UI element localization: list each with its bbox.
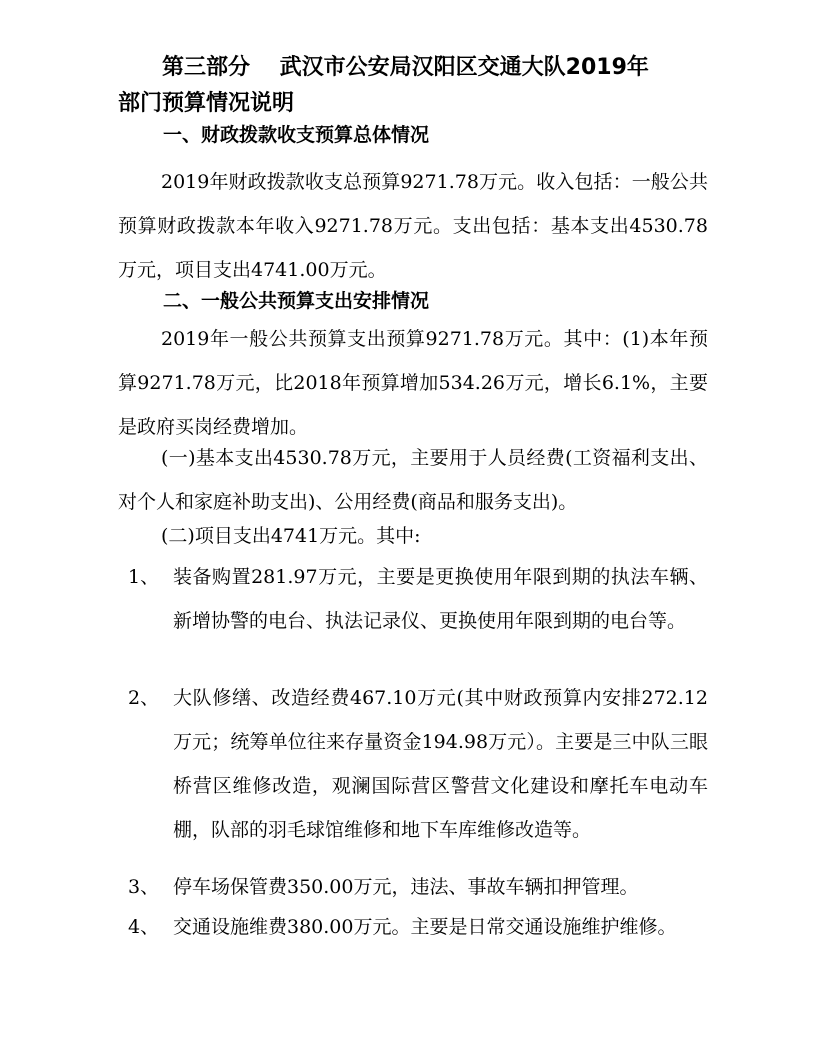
title-line-2: 部门预算情况说明 [118, 91, 295, 116]
list-item-number: 3、 [128, 876, 160, 898]
section-1-heading: 一、财政拨款收支预算总体情况 [163, 124, 430, 146]
list-item-number: 4、 [128, 916, 160, 938]
document-title [118, 50, 718, 122]
section-2-heading: 二、一般公共预算支出安排情况 [163, 290, 430, 312]
list-item-number: 2、 [128, 687, 160, 709]
section-2-paragraph: 2019年一般公共预算支出预算9271.78万元。其中：(1)本年预算9271.78万元，比2018年预算增加534.26万元，增长6.1%，主要是政府买岗经费增加。 [118, 328, 708, 438]
list-item-text: 装备购置281.97万元，主要是更换使用年限到期的执法车辆、新增协警的电台、执法记录仪、更换使用年限到期的电台等。 [173, 566, 708, 632]
list-item [118, 555, 708, 643]
list-item-text: 交通设施维费380.00万元。主要是日常交通设施维护维修。 [173, 916, 677, 938]
basic-expenditure-paragraph: (一)基本支出4530.78万元，主要用于人员经费(工资福利支出、对个人和家庭补助支出)、公用经费(商品和服务支出)。 [118, 447, 708, 513]
list-item [118, 676, 708, 852]
list-item-text: 大队修缮、改造经费467.10万元(其中财政预算内安排272.12万元；统筹单位往来存量资金194.98万元）。主要是三中队三眼桥营区维修改造，观澜国际营区警营文化建设和摩托车电动车棚，队部的羽毛球馆维修和地下车库维修改造等。 [173, 687, 708, 841]
project-expenditure-intro: (二)项目支出4741万元。其中: [161, 525, 421, 547]
list-item [118, 865, 708, 909]
list-item-text: 停车场保管费350.00万元，违法、事故车辆扣押管理。 [173, 876, 639, 898]
list-item [118, 905, 708, 949]
section-1-paragraph: 2019年财政拨款收支总预算9271.78万元。收入包括：一般公共预算财政拨款本年收入9271.78万元。支出包括：基本支出4530.78万元，项目支出4741.00万元。 [118, 171, 708, 281]
title-line-1: 第三部分 武汉市公安局汉阳区交通大队2019年 [162, 55, 649, 80]
list-item-number: 1、 [128, 566, 160, 588]
